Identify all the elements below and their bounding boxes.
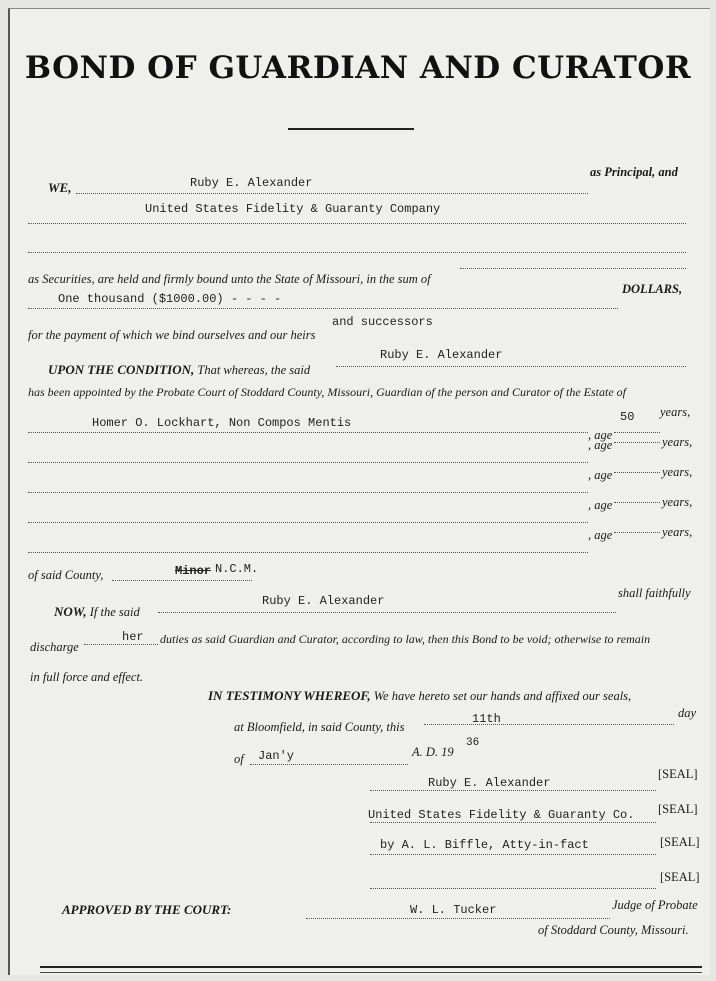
now-name-line	[158, 612, 616, 613]
day-value: 11th	[472, 712, 501, 726]
pronoun-line	[84, 644, 158, 645]
years-label-4: years,	[662, 495, 693, 509]
signature-1: Ruby E. Alexander	[428, 776, 551, 790]
securities-text: as Securities, are held and firmly bound unto the State of Missouri, in the sum of	[28, 272, 431, 286]
page-title: BOND OF GUARDIAN AND CURATOR	[24, 50, 692, 86]
appointed-text: has been appointed by the Probate Court of Stoddard County, Missouri, Guardian of the person and Curator of the Estate of	[28, 385, 626, 399]
testimony-text: We have hereto set our hands and affixed our seals,	[373, 689, 632, 703]
county-line	[112, 580, 252, 581]
of-label: of	[234, 752, 244, 766]
age-label-1: , age	[588, 428, 613, 442]
principal-suffix: as Principal, and	[590, 165, 678, 179]
years-label-2: years,	[662, 435, 693, 449]
signature-3: by A. L. Biffle, Atty-in-fact	[380, 838, 589, 852]
payment-typed: and successors	[332, 315, 433, 329]
sig-line-2	[370, 822, 656, 823]
payment-text: for the payment of which we bind ourselves and our heirs	[28, 328, 316, 342]
day-line	[424, 724, 674, 725]
discharge-label: discharge	[30, 640, 79, 654]
bottom-rule-thin	[40, 972, 702, 973]
ward-line-1	[28, 432, 588, 433]
bottom-rule	[40, 966, 702, 968]
years-label-5: years,	[662, 525, 693, 539]
age-label-5: , age	[588, 528, 613, 542]
county-label: of said County,	[28, 568, 104, 582]
principal-name: Ruby E. Alexander	[190, 176, 313, 190]
county-typed: N.C.M.	[215, 562, 259, 576]
month-value: Jan'y	[258, 749, 295, 763]
year-value: 36	[466, 737, 480, 749]
judge-title: Judge of Probate	[612, 898, 698, 912]
county-struck: Minor	[175, 564, 212, 578]
sig-line-4	[370, 888, 656, 889]
surety-name: United States Fidelity & Guaranty Company	[145, 202, 441, 216]
full-force-text: in full force and effect.	[30, 670, 144, 684]
approved-label: APPROVED BY THE COURT:	[62, 902, 232, 917]
age-line-4	[614, 502, 660, 503]
judge-county: of Stoddard County, Missouri.	[538, 923, 689, 937]
condition-name-line	[336, 366, 686, 367]
ward-line-2	[28, 462, 588, 463]
now-name: Ruby E. Alexander	[262, 594, 385, 608]
now-lead: NOW,	[54, 604, 87, 619]
sig-line-1	[370, 790, 656, 791]
title-underline	[288, 128, 414, 130]
ad-text: A. D. 19	[412, 745, 454, 759]
years-label-1: years,	[660, 405, 691, 419]
month-line	[250, 764, 408, 765]
ward-line-5	[28, 552, 588, 553]
we-label: WE,	[48, 180, 72, 195]
age-label-3: , age	[588, 468, 613, 482]
signature-2: United States Fidelity & Guaranty Co.	[368, 808, 635, 822]
sum-line-1	[460, 268, 686, 269]
seal-4: [SEAL]	[660, 870, 700, 884]
age-line-2	[614, 442, 660, 443]
sig-line-3	[370, 854, 656, 855]
seal-2: [SEAL]	[658, 802, 698, 816]
faithfully-label: shall faithfully	[618, 586, 691, 600]
sum-line-2	[28, 308, 618, 309]
age-label-2: , age	[588, 438, 613, 452]
years-label-3: years,	[662, 465, 693, 479]
judge-name: W. L. Tucker	[410, 903, 497, 917]
ward-age: 50	[620, 410, 635, 424]
surety-line	[28, 223, 686, 224]
condition-lead: UPON THE CONDITION,	[48, 362, 195, 377]
condition-name: Ruby E. Alexander	[380, 348, 503, 362]
day-label: day	[678, 706, 697, 720]
seal-3: [SEAL]	[660, 835, 700, 849]
condition-text: That whereas, the said	[197, 363, 311, 377]
dollars-label: DOLLARS,	[622, 282, 683, 296]
duties-text: duties as said Guardian and Curator, according to law, then this Bond to be void; otherwise to remain	[160, 632, 651, 646]
seal-1: [SEAL]	[658, 767, 698, 781]
judge-line	[306, 918, 610, 919]
bloomfield-text: at Bloomfield, in said County, this	[234, 720, 405, 734]
ward-line-3	[28, 492, 588, 493]
age-line-5	[614, 532, 660, 533]
blank-line	[28, 252, 686, 253]
principal-line	[76, 193, 588, 194]
age-line-3	[614, 472, 660, 473]
age-label-4: , age	[588, 498, 613, 512]
ward-name: Homer O. Lockhart, Non Compos Mentis	[92, 416, 352, 430]
sum-text: One thousand ($1000.00) - - - -	[58, 292, 282, 306]
testimony-lead: IN TESTIMONY WHEREOF,	[208, 688, 371, 703]
ward-line-4	[28, 522, 588, 523]
pronoun: her	[122, 630, 144, 644]
age-line-1	[614, 432, 660, 433]
now-text: If the said	[89, 605, 140, 619]
